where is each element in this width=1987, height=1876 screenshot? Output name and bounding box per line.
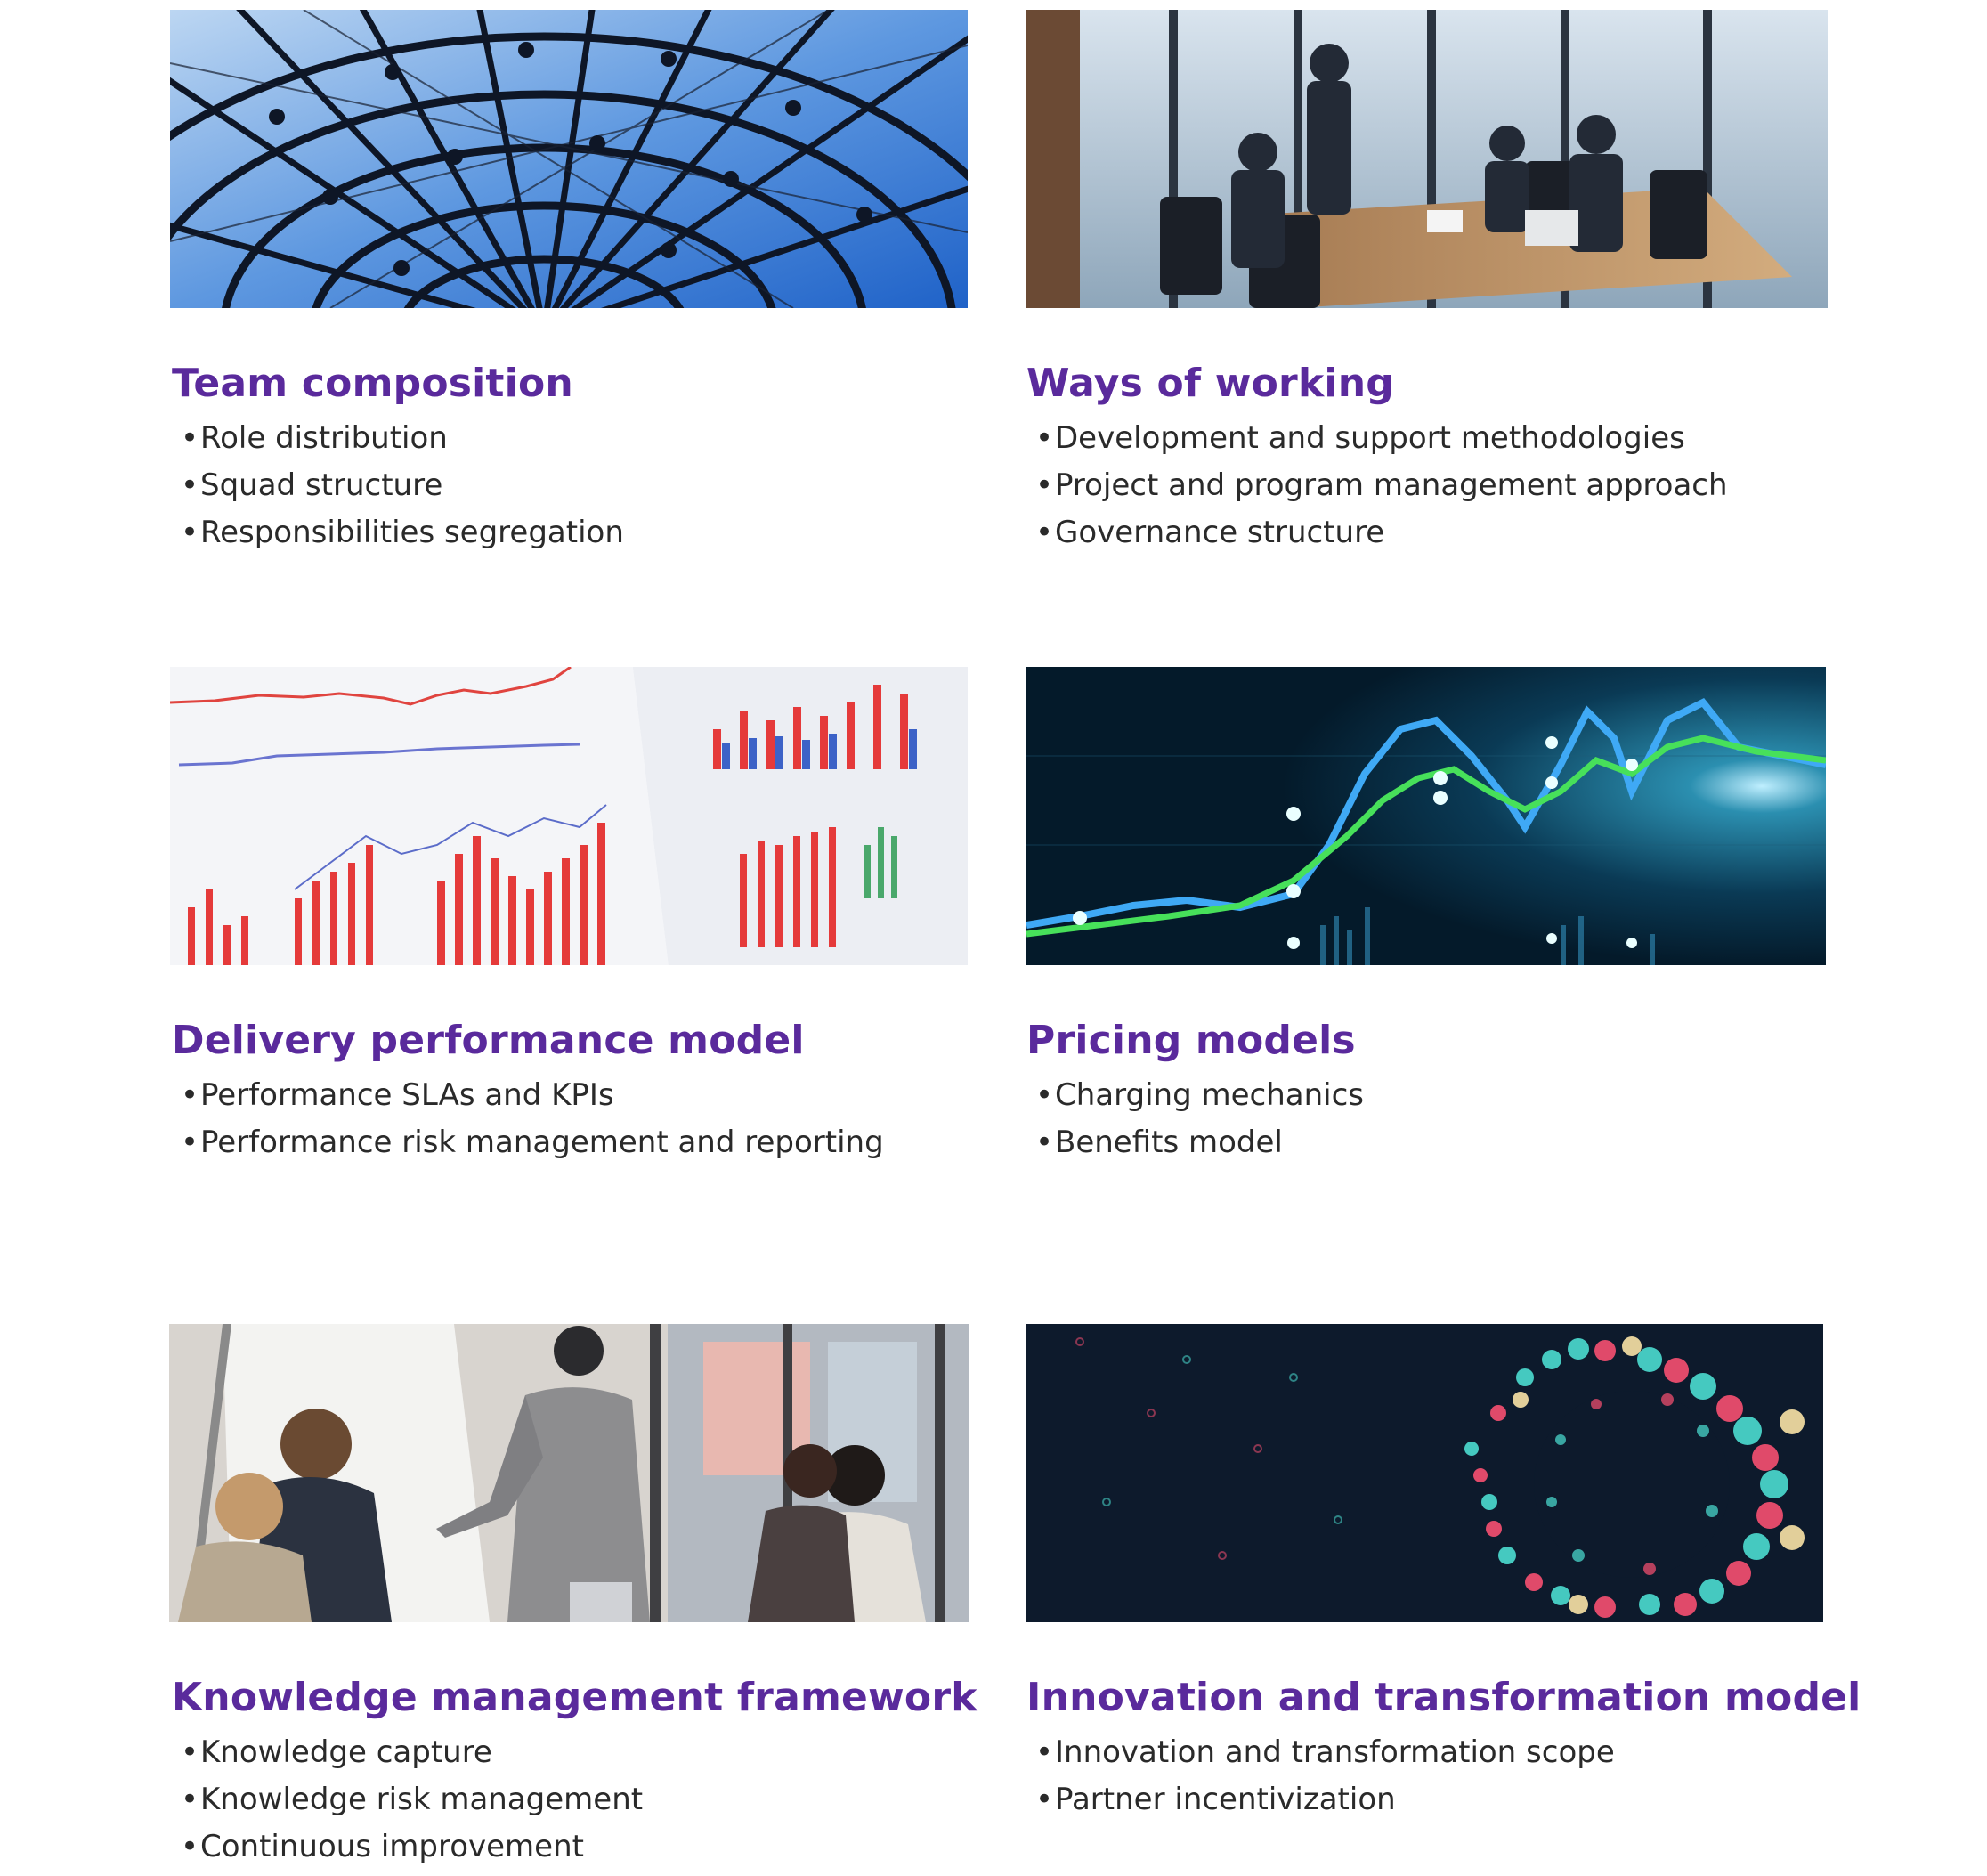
bullet-list [1026,1072,1364,1166]
list-item: •Knowledge risk management [181,1782,644,1817]
card-title: Team composition [172,361,573,406]
bullet-list [1026,415,1728,556]
bullet-list [172,1729,643,1871]
glass-dome-lattice-image [170,10,968,308]
bullet-list [1026,1729,1615,1823]
list-item: •Innovation and transformation scope [1035,1734,1615,1770]
list-item: •Governance structure [1035,515,1385,550]
list-item: •Role distribution [181,420,448,456]
whiteboard-presentation-image [169,1324,969,1622]
printed-charts-image [170,667,968,965]
list-item: •Continuous improvement [181,1829,584,1864]
list-item: •Performance SLAs and KPIs [181,1077,614,1113]
list-item: •Project and program management approach [1035,467,1728,503]
card-title: Ways of working [1026,361,1394,406]
card-title: Delivery performance model [172,1018,805,1063]
bullet-list [172,415,624,556]
bullet-list [172,1072,884,1166]
list-item: •Development and support methodologies [1035,420,1685,456]
list-item: •Knowledge capture [181,1734,492,1770]
glowing-line-chart-image [1026,667,1826,965]
list-item: •Benefits model [1035,1125,1283,1160]
card-title: Knowledge management framework [172,1675,977,1720]
card-title: Innovation and transformation model [1026,1675,1861,1720]
digital-data-swirl-image [1026,1324,1823,1622]
list-item: •Performance risk management and reporting [181,1125,884,1160]
list-item: •Squad structure [181,467,443,503]
list-item: •Responsibilities segregation [181,515,624,550]
list-item: •Charging mechanics [1035,1077,1364,1113]
office-meeting-image [1026,10,1828,308]
card-title: Pricing models [1026,1018,1356,1063]
list-item: •Partner incentivization [1035,1782,1396,1817]
